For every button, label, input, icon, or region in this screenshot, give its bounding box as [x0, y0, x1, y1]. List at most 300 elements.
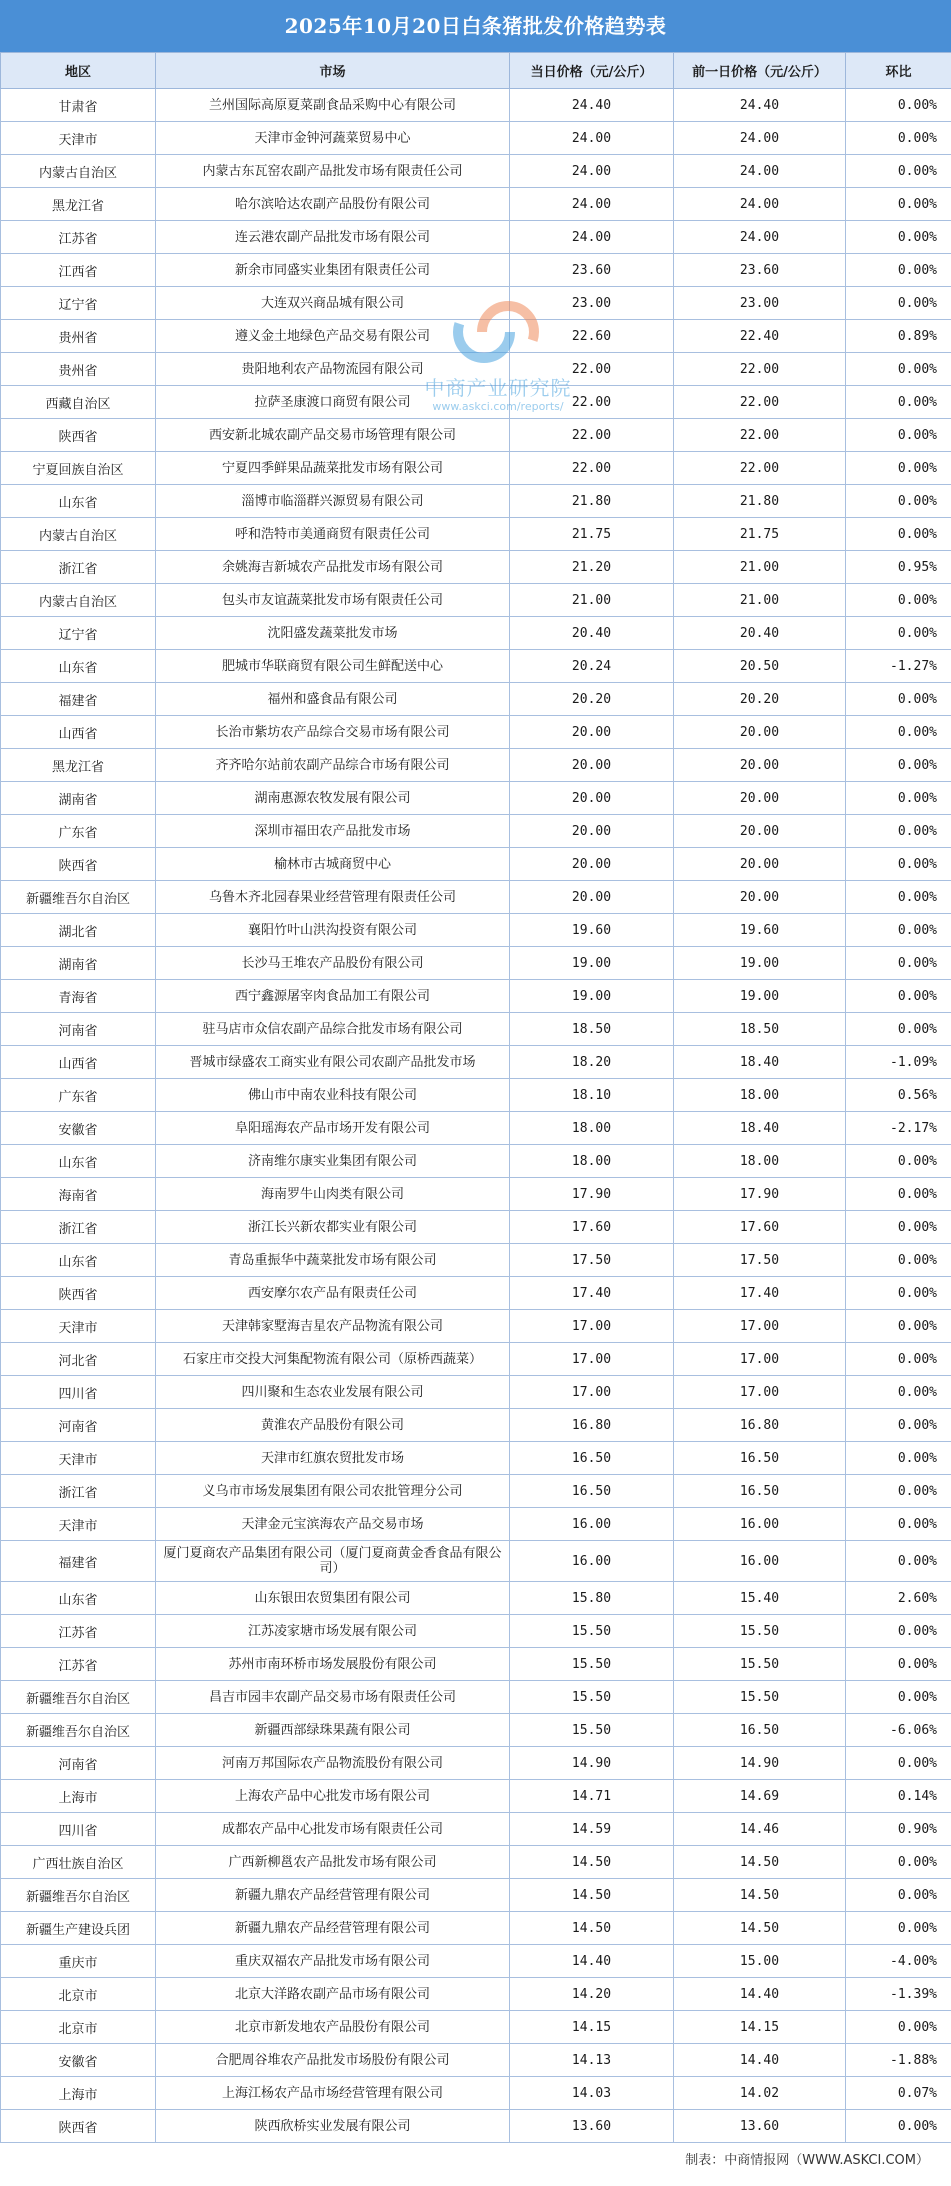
- table-row: [1, 584, 951, 617]
- cell-change: 0.00%: [846, 419, 951, 452]
- table-row: [1, 353, 951, 386]
- cell-today-price: 14.50: [510, 1912, 674, 1945]
- cell-market: 昌吉市园丰农副产品交易市场有限责任公司: [156, 1681, 510, 1714]
- cell-change: 0.00%: [846, 1343, 951, 1376]
- cell-change: 0.00%: [846, 782, 951, 815]
- cell-today-price: 14.20: [510, 1978, 674, 2011]
- cell-market: 上海江杨农产品市场经营管理有限公司: [156, 2077, 510, 2110]
- cell-change: 0.00%: [846, 353, 951, 386]
- cell-today-price: 18.00: [510, 1112, 674, 1145]
- cell-change: 0.00%: [846, 221, 951, 254]
- cell-today-price: 22.00: [510, 452, 674, 485]
- cell-market: 兰州国际高原夏菜副食品采购中心有限公司: [156, 89, 510, 122]
- cell-region: 上海市: [1, 2077, 156, 2110]
- cell-prev-price: 16.80: [674, 1409, 846, 1442]
- cell-region: 天津市: [1, 122, 156, 155]
- cell-change: 0.00%: [846, 1277, 951, 1310]
- cell-market: 内蒙古东瓦窑农副产品批发市场有限责任公司: [156, 155, 510, 188]
- cell-region: 山东省: [1, 485, 156, 518]
- table-row: [1, 155, 951, 188]
- table-row: [1, 2044, 951, 2077]
- cell-change: 0.00%: [846, 1648, 951, 1681]
- column-header-region: 地区: [1, 53, 156, 89]
- cell-region: 上海市: [1, 1780, 156, 1813]
- cell-market: 榆林市古城商贸中心: [156, 848, 510, 881]
- cell-market: 天津金元宝滨海农产品交易市场: [156, 1508, 510, 1541]
- cell-prev-price: 14.69: [674, 1780, 846, 1813]
- cell-region: 湖南省: [1, 947, 156, 980]
- cell-prev-price: 23.00: [674, 287, 846, 320]
- cell-today-price: 24.00: [510, 122, 674, 155]
- cell-market: 济南维尔康实业集团有限公司: [156, 1145, 510, 1178]
- cell-prev-price: 14.40: [674, 2044, 846, 2077]
- cell-today-price: 20.00: [510, 881, 674, 914]
- table-row: [1, 1780, 951, 1813]
- cell-change: 0.00%: [846, 749, 951, 782]
- cell-prev-price: 21.00: [674, 584, 846, 617]
- table-row: [1, 1112, 951, 1145]
- cell-today-price: 17.90: [510, 1178, 674, 1211]
- cell-market: 深圳市福田农产品批发市场: [156, 815, 510, 848]
- cell-change: 0.00%: [846, 1879, 951, 1912]
- cell-region: 新疆维吾尔自治区: [1, 1681, 156, 1714]
- source-note: 制表：中商情报网（WWW.ASKCI.COM）: [685, 2153, 929, 2168]
- cell-market: 广西新柳邕农产品批发市场有限公司: [156, 1846, 510, 1879]
- cell-change: 0.00%: [846, 1615, 951, 1648]
- cell-prev-price: 14.50: [674, 1879, 846, 1912]
- cell-today-price: 15.80: [510, 1582, 674, 1615]
- table-row: [1, 1409, 951, 1442]
- cell-today-price: 14.13: [510, 2044, 674, 2077]
- cell-prev-price: 18.40: [674, 1046, 846, 1079]
- cell-region: 北京市: [1, 1978, 156, 2011]
- cell-change: 0.00%: [846, 617, 951, 650]
- cell-prev-price: 15.50: [674, 1615, 846, 1648]
- table-row: [1, 1046, 951, 1079]
- cell-region: 江西省: [1, 254, 156, 287]
- cell-region: 海南省: [1, 1178, 156, 1211]
- cell-change: 0.14%: [846, 1780, 951, 1813]
- cell-change: 0.89%: [846, 320, 951, 353]
- price-table: [0, 52, 951, 2143]
- cell-prev-price: 14.46: [674, 1813, 846, 1846]
- cell-market: 天津韩家墅海吉星农产品物流有限公司: [156, 1310, 510, 1343]
- table-row: [1, 1211, 951, 1244]
- cell-region: 河南省: [1, 1013, 156, 1046]
- cell-change: 0.00%: [846, 584, 951, 617]
- cell-prev-price: 16.00: [674, 1541, 846, 1582]
- cell-region: 江苏省: [1, 1615, 156, 1648]
- cell-market: 合肥周谷堆农产品批发市场股份有限公司: [156, 2044, 510, 2077]
- cell-change: 0.00%: [846, 1681, 951, 1714]
- cell-market: 西宁鑫源屠宰肉食品加工有限公司: [156, 980, 510, 1013]
- cell-change: 0.07%: [846, 2077, 951, 2110]
- cell-region: 贵州省: [1, 353, 156, 386]
- table-row: [1, 1714, 951, 1747]
- cell-prev-price: 20.00: [674, 815, 846, 848]
- cell-market: 黄淮农产品股份有限公司: [156, 1409, 510, 1442]
- table-row: [1, 386, 951, 419]
- cell-market: 上海农产品中心批发市场有限公司: [156, 1780, 510, 1813]
- cell-change: 0.00%: [846, 2011, 951, 2044]
- cell-market: 厦门夏商农产品集团有限公司（厦门夏商黄金香食品有限公司）: [156, 1541, 510, 1582]
- cell-region: 山东省: [1, 1145, 156, 1178]
- cell-region: 浙江省: [1, 1475, 156, 1508]
- table-row: [1, 485, 951, 518]
- cell-change: -1.27%: [846, 650, 951, 683]
- cell-region: 四川省: [1, 1376, 156, 1409]
- cell-today-price: 22.00: [510, 386, 674, 419]
- cell-market: 河南万邦国际农产品物流股份有限公司: [156, 1747, 510, 1780]
- cell-prev-price: 22.00: [674, 386, 846, 419]
- table-row: [1, 188, 951, 221]
- cell-region: 山东省: [1, 1244, 156, 1277]
- cell-change: 0.00%: [846, 1846, 951, 1879]
- cell-prev-price: 15.40: [674, 1582, 846, 1615]
- cell-region: 内蒙古自治区: [1, 584, 156, 617]
- cell-prev-price: 18.50: [674, 1013, 846, 1046]
- cell-market: 苏州市南环桥市场发展股份有限公司: [156, 1648, 510, 1681]
- cell-prev-price: 20.00: [674, 749, 846, 782]
- table-row: [1, 1013, 951, 1046]
- table-row: [1, 1978, 951, 2011]
- cell-today-price: 20.00: [510, 782, 674, 815]
- cell-today-price: 16.00: [510, 1508, 674, 1541]
- cell-market: 长沙马王堆农产品股份有限公司: [156, 947, 510, 980]
- cell-today-price: 16.50: [510, 1442, 674, 1475]
- cell-change: 0.95%: [846, 551, 951, 584]
- cell-today-price: 15.50: [510, 1615, 674, 1648]
- cell-region: 山东省: [1, 650, 156, 683]
- cell-prev-price: 22.00: [674, 419, 846, 452]
- cell-market: 新疆西部绿珠果蔬有限公司: [156, 1714, 510, 1747]
- cell-market: 长治市紫坊农产品综合交易市场有限公司: [156, 716, 510, 749]
- cell-change: 0.90%: [846, 1813, 951, 1846]
- cell-market: 阜阳瑶海农产品市场开发有限公司: [156, 1112, 510, 1145]
- cell-market: 成都农产品中心批发市场有限责任公司: [156, 1813, 510, 1846]
- cell-region: 福建省: [1, 1541, 156, 1582]
- cell-change: 0.00%: [846, 122, 951, 155]
- table-row: [1, 617, 951, 650]
- cell-prev-price: 19.00: [674, 947, 846, 980]
- cell-prev-price: 14.15: [674, 2011, 846, 2044]
- cell-today-price: 17.50: [510, 1244, 674, 1277]
- cell-today-price: 24.00: [510, 155, 674, 188]
- cell-today-price: 20.20: [510, 683, 674, 716]
- cell-today-price: 23.60: [510, 254, 674, 287]
- cell-today-price: 14.50: [510, 1846, 674, 1879]
- cell-today-price: 24.00: [510, 221, 674, 254]
- table-row: [1, 848, 951, 881]
- cell-prev-price: 19.00: [674, 980, 846, 1013]
- column-header-market: 市场: [156, 53, 510, 89]
- cell-market: 襄阳竹叶山洪沟投资有限公司: [156, 914, 510, 947]
- cell-change: -1.09%: [846, 1046, 951, 1079]
- cell-change: 0.00%: [846, 452, 951, 485]
- cell-prev-price: 17.90: [674, 1178, 846, 1211]
- table-row: [1, 716, 951, 749]
- table-row: [1, 419, 951, 452]
- cell-change: 0.00%: [846, 947, 951, 980]
- table-row: [1, 1912, 951, 1945]
- table-row: [1, 1615, 951, 1648]
- table-title: 2025年10月20日白条猪批发价格趋势表: [0, 0, 951, 52]
- cell-region: 内蒙古自治区: [1, 155, 156, 188]
- table-row: [1, 1178, 951, 1211]
- cell-prev-price: 19.60: [674, 914, 846, 947]
- cell-prev-price: 20.40: [674, 617, 846, 650]
- table-row: [1, 980, 951, 1013]
- cell-region: 陕西省: [1, 848, 156, 881]
- table-row: [1, 1475, 951, 1508]
- cell-today-price: 21.00: [510, 584, 674, 617]
- cell-change: 0.00%: [846, 2110, 951, 2143]
- cell-today-price: 16.80: [510, 1409, 674, 1442]
- column-header-change: 环比: [846, 53, 951, 89]
- cell-change: 0.00%: [846, 1442, 951, 1475]
- cell-today-price: 13.60: [510, 2110, 674, 2143]
- cell-today-price: 19.00: [510, 980, 674, 1013]
- cell-region: 青海省: [1, 980, 156, 1013]
- cell-today-price: 21.80: [510, 485, 674, 518]
- cell-today-price: 18.50: [510, 1013, 674, 1046]
- table-row: [1, 1145, 951, 1178]
- cell-change: 0.00%: [846, 881, 951, 914]
- cell-today-price: 20.00: [510, 749, 674, 782]
- cell-change: 0.00%: [846, 1244, 951, 1277]
- cell-today-price: 22.60: [510, 320, 674, 353]
- cell-market: 石家庄市交投大河集配物流有限公司（原桥西蔬菜）: [156, 1343, 510, 1376]
- cell-region: 天津市: [1, 1442, 156, 1475]
- cell-market: 哈尔滨哈达农副产品股份有限公司: [156, 188, 510, 221]
- table-row: [1, 1582, 951, 1615]
- cell-region: 河南省: [1, 1747, 156, 1780]
- cell-today-price: 14.15: [510, 2011, 674, 2044]
- cell-market: 西安新北城农副产品交易市场管理有限公司: [156, 419, 510, 452]
- cell-today-price: 16.50: [510, 1475, 674, 1508]
- cell-region: 江苏省: [1, 1648, 156, 1681]
- cell-prev-price: 20.00: [674, 848, 846, 881]
- cell-market: 宁夏四季鲜果品蔬菜批发市场有限公司: [156, 452, 510, 485]
- cell-market: 驻马店市众信农副产品综合批发市场有限公司: [156, 1013, 510, 1046]
- cell-region: 广东省: [1, 1079, 156, 1112]
- cell-region: 河南省: [1, 1409, 156, 1442]
- cell-market: 陕西欣桥实业发展有限公司: [156, 2110, 510, 2143]
- cell-region: 四川省: [1, 1813, 156, 1846]
- cell-market: 连云港农副产品批发市场有限公司: [156, 221, 510, 254]
- cell-region: 陕西省: [1, 1277, 156, 1310]
- column-header-today-price: 当日价格（元/公斤）: [510, 53, 674, 89]
- cell-region: 山西省: [1, 1046, 156, 1079]
- cell-today-price: 14.59: [510, 1813, 674, 1846]
- cell-change: -2.17%: [846, 1112, 951, 1145]
- table-row: [1, 452, 951, 485]
- cell-today-price: 22.00: [510, 419, 674, 452]
- cell-today-price: 22.00: [510, 353, 674, 386]
- cell-region: 河北省: [1, 1343, 156, 1376]
- cell-region: 新疆生产建设兵团: [1, 1912, 156, 1945]
- table-row: [1, 1244, 951, 1277]
- cell-change: 0.00%: [846, 518, 951, 551]
- cell-region: 山东省: [1, 1582, 156, 1615]
- cell-prev-price: 24.00: [674, 122, 846, 155]
- cell-market: 江苏凌家塘市场发展有限公司: [156, 1615, 510, 1648]
- cell-market: 重庆双福农产品批发市场有限公司: [156, 1945, 510, 1978]
- cell-change: 0.00%: [846, 386, 951, 419]
- cell-today-price: 19.00: [510, 947, 674, 980]
- cell-region: 天津市: [1, 1310, 156, 1343]
- table-row: [1, 1846, 951, 1879]
- cell-market: 晋城市绿盛农工商实业有限公司农副产品批发市场: [156, 1046, 510, 1079]
- cell-prev-price: 18.00: [674, 1145, 846, 1178]
- cell-change: -6.06%: [846, 1714, 951, 1747]
- table-row: [1, 551, 951, 584]
- cell-prev-price: 17.00: [674, 1376, 846, 1409]
- table-row: [1, 1879, 951, 1912]
- cell-prev-price: 18.00: [674, 1079, 846, 1112]
- cell-region: 黑龙江省: [1, 749, 156, 782]
- cell-market: 拉萨圣康渡口商贸有限公司: [156, 386, 510, 419]
- cell-today-price: 18.10: [510, 1079, 674, 1112]
- cell-market: 呼和浩特市美通商贸有限责任公司: [156, 518, 510, 551]
- cell-prev-price: 14.50: [674, 1912, 846, 1945]
- table-row: [1, 1310, 951, 1343]
- cell-market: 沈阳盛发蔬菜批发市场: [156, 617, 510, 650]
- table-row: [1, 1813, 951, 1846]
- cell-region: 广东省: [1, 815, 156, 848]
- cell-prev-price: 14.90: [674, 1747, 846, 1780]
- cell-market: 遵义金土地绿色产品交易有限公司: [156, 320, 510, 353]
- cell-today-price: 15.50: [510, 1648, 674, 1681]
- cell-prev-price: 20.20: [674, 683, 846, 716]
- cell-change: 0.00%: [846, 155, 951, 188]
- cell-change: 0.00%: [846, 683, 951, 716]
- cell-market: 山东银田农贸集团有限公司: [156, 1582, 510, 1615]
- cell-change: 0.00%: [846, 89, 951, 122]
- cell-prev-price: 15.00: [674, 1945, 846, 1978]
- table-row: [1, 1343, 951, 1376]
- table-row: [1, 2110, 951, 2143]
- cell-market: 肥城市华联商贸有限公司生鲜配送中心: [156, 650, 510, 683]
- table-row: [1, 254, 951, 287]
- cell-region: 江苏省: [1, 221, 156, 254]
- cell-region: 天津市: [1, 1508, 156, 1541]
- cell-change: 0.00%: [846, 1145, 951, 1178]
- table-row: [1, 1079, 951, 1112]
- cell-change: 0.00%: [846, 914, 951, 947]
- cell-change: 2.60%: [846, 1582, 951, 1615]
- table-row: [1, 1442, 951, 1475]
- cell-change: 0.00%: [846, 1475, 951, 1508]
- cell-region: 重庆市: [1, 1945, 156, 1978]
- cell-prev-price: 21.75: [674, 518, 846, 551]
- cell-today-price: 24.40: [510, 89, 674, 122]
- cell-prev-price: 17.50: [674, 1244, 846, 1277]
- table-row: [1, 1681, 951, 1714]
- cell-today-price: 14.50: [510, 1879, 674, 1912]
- cell-market: 北京大洋路农副产品市场有限公司: [156, 1978, 510, 2011]
- cell-change: 0.00%: [846, 1013, 951, 1046]
- cell-region: 安徽省: [1, 2044, 156, 2077]
- cell-today-price: 15.50: [510, 1681, 674, 1714]
- cell-today-price: 14.40: [510, 1945, 674, 1978]
- cell-change: 0.00%: [846, 1178, 951, 1211]
- cell-region: 山西省: [1, 716, 156, 749]
- cell-today-price: 14.03: [510, 2077, 674, 2110]
- table-row: [1, 947, 951, 980]
- cell-region: 宁夏回族自治区: [1, 452, 156, 485]
- column-header-row: [1, 53, 951, 89]
- table-row: [1, 1945, 951, 1978]
- cell-prev-price: 14.50: [674, 1846, 846, 1879]
- cell-today-price: 17.00: [510, 1343, 674, 1376]
- table-row: [1, 320, 951, 353]
- cell-market: 新余市同盛实业集团有限责任公司: [156, 254, 510, 287]
- cell-change: 0.00%: [846, 1747, 951, 1780]
- table-row: [1, 518, 951, 551]
- cell-change: 0.00%: [846, 815, 951, 848]
- table-row: [1, 914, 951, 947]
- table-row: [1, 1277, 951, 1310]
- cell-today-price: 20.00: [510, 716, 674, 749]
- table-row: [1, 2077, 951, 2110]
- cell-today-price: 20.00: [510, 848, 674, 881]
- cell-change: 0.00%: [846, 287, 951, 320]
- cell-prev-price: 15.50: [674, 1681, 846, 1714]
- cell-change: 0.00%: [846, 1508, 951, 1541]
- cell-prev-price: 13.60: [674, 2110, 846, 2143]
- cell-prev-price: 15.50: [674, 1648, 846, 1681]
- cell-prev-price: 24.00: [674, 221, 846, 254]
- cell-market: 义乌市市场发展集团有限公司农批管理分公司: [156, 1475, 510, 1508]
- cell-prev-price: 21.80: [674, 485, 846, 518]
- cell-today-price: 20.24: [510, 650, 674, 683]
- cell-today-price: 17.00: [510, 1310, 674, 1343]
- cell-region: 北京市: [1, 2011, 156, 2044]
- cell-today-price: 21.20: [510, 551, 674, 584]
- cell-prev-price: 16.50: [674, 1714, 846, 1747]
- cell-prev-price: 24.00: [674, 155, 846, 188]
- cell-market: 北京市新发地农产品股份有限公司: [156, 2011, 510, 2044]
- cell-prev-price: 24.00: [674, 188, 846, 221]
- table-row: [1, 749, 951, 782]
- cell-market: 余姚海吉新城农产品批发市场有限公司: [156, 551, 510, 584]
- cell-region: 辽宁省: [1, 617, 156, 650]
- table-row: [1, 1747, 951, 1780]
- cell-prev-price: 18.40: [674, 1112, 846, 1145]
- cell-region: 湖南省: [1, 782, 156, 815]
- cell-prev-price: 24.40: [674, 89, 846, 122]
- cell-change: 0.00%: [846, 980, 951, 1013]
- cell-change: 0.00%: [846, 188, 951, 221]
- cell-today-price: 16.00: [510, 1541, 674, 1582]
- cell-prev-price: 16.50: [674, 1475, 846, 1508]
- cell-today-price: 21.75: [510, 518, 674, 551]
- cell-region: 湖北省: [1, 914, 156, 947]
- cell-today-price: 20.00: [510, 815, 674, 848]
- table-row: [1, 1648, 951, 1681]
- cell-change: 0.00%: [846, 848, 951, 881]
- cell-region: 新疆维吾尔自治区: [1, 1714, 156, 1747]
- cell-today-price: 18.20: [510, 1046, 674, 1079]
- cell-region: 浙江省: [1, 551, 156, 584]
- cell-market: 海南罗牛山肉类有限公司: [156, 1178, 510, 1211]
- cell-today-price: 18.00: [510, 1145, 674, 1178]
- cell-region: 浙江省: [1, 1211, 156, 1244]
- cell-prev-price: 23.60: [674, 254, 846, 287]
- cell-market: 浙江长兴新农都实业有限公司: [156, 1211, 510, 1244]
- cell-change: -1.88%: [846, 2044, 951, 2077]
